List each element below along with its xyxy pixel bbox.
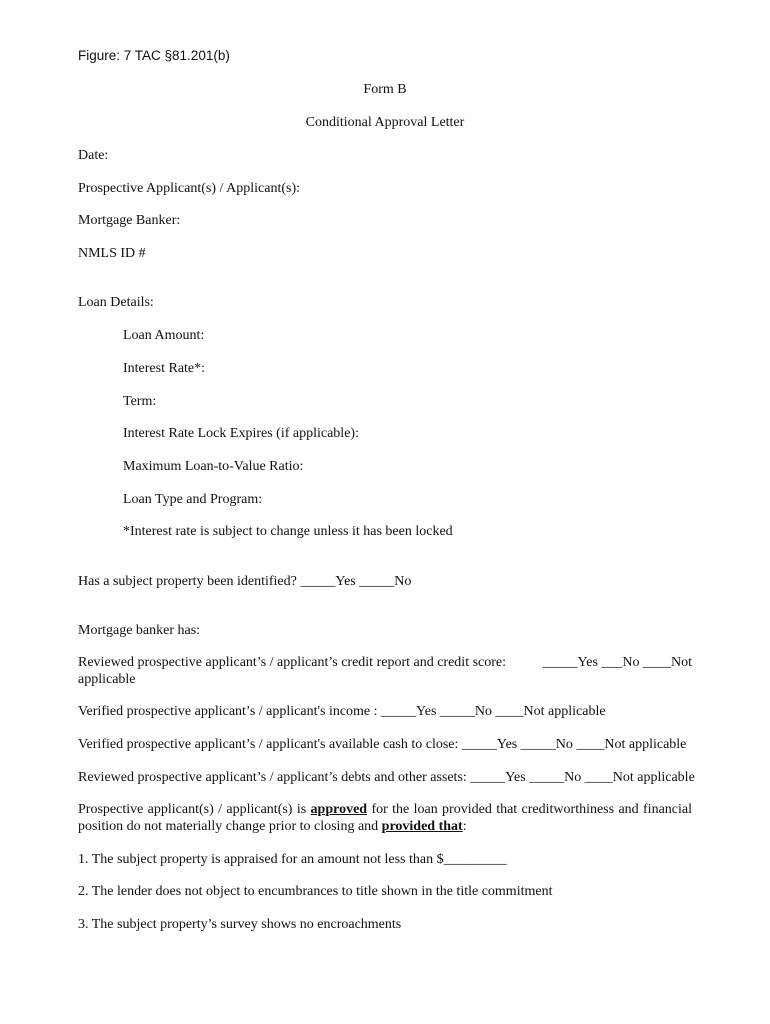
letter-title: Conditional Approval Letter xyxy=(305,115,465,130)
term-field: Term: xyxy=(123,394,157,409)
loan-type-field: Loan Type and Program: xyxy=(123,492,263,507)
credit-report-options: _____Yes ___No ____Not xyxy=(542,655,692,670)
approval-paragraph xyxy=(78,801,692,835)
max-ltv-field: Maximum Loan-to-Value Ratio: xyxy=(123,459,304,474)
cash-check: Verified prospective applicant’s / applicant's available cash to close: _____Yes _____No ____Not applicable xyxy=(78,737,687,752)
approval-part1: Prospective applicant(s) / applicant(s) is xyxy=(78,802,311,817)
approval-part2: for the loan provided that creditworthiness and financial position do not materially change prior to closing and xyxy=(78,802,692,834)
nmls-id-field: NMLS ID # xyxy=(78,246,146,261)
figure-label: Figure: 7 TAC §81.201(b) xyxy=(78,48,230,63)
approved-word: approved xyxy=(310,802,368,817)
provided-that-word: provided that xyxy=(381,819,463,834)
debts-check: Reviewed prospective applicant’s / applicant’s debts and other assets: _____Yes _____No ____Not applicable xyxy=(78,770,695,785)
income-check: Verified prospective applicant’s / applicant's income : _____Yes _____No ____Not applicable xyxy=(78,704,606,719)
condition-2: 2. The lender does not object to encumbrances to title shown in the title commitment xyxy=(78,884,553,899)
interest-footnote: *Interest rate is subject to change unless it has been locked xyxy=(123,524,453,539)
condition-1: 1. The subject property is appraised for an amount not less than $_________ xyxy=(78,852,507,867)
form-title: Form B xyxy=(363,82,407,97)
date-field: Date: xyxy=(78,148,109,163)
mortgage-banker-field: Mortgage Banker: xyxy=(78,213,181,228)
interest-rate-field: Interest Rate*: xyxy=(123,361,206,376)
subject-property-question: Has a subject property been identified? _____Yes _____No xyxy=(78,574,412,589)
loan-amount-field: Loan Amount: xyxy=(123,328,205,343)
loan-details-heading: Loan Details: xyxy=(78,295,154,310)
approval-part3: : xyxy=(462,819,467,834)
mortgage-banker-has-heading: Mortgage banker has: xyxy=(78,623,201,638)
condition-3: 3. The subject property’s survey shows no encroachments xyxy=(78,917,402,932)
rate-lock-field: Interest Rate Lock Expires (if applicable): xyxy=(123,426,359,441)
applicants-field: Prospective Applicant(s) / Applicant(s): xyxy=(78,181,301,196)
credit-report-text: Reviewed prospective applicant’s / applicant’s credit report and credit score: xyxy=(78,655,507,670)
credit-report-check xyxy=(78,654,692,671)
credit-report-wrap: applicable xyxy=(78,672,136,687)
